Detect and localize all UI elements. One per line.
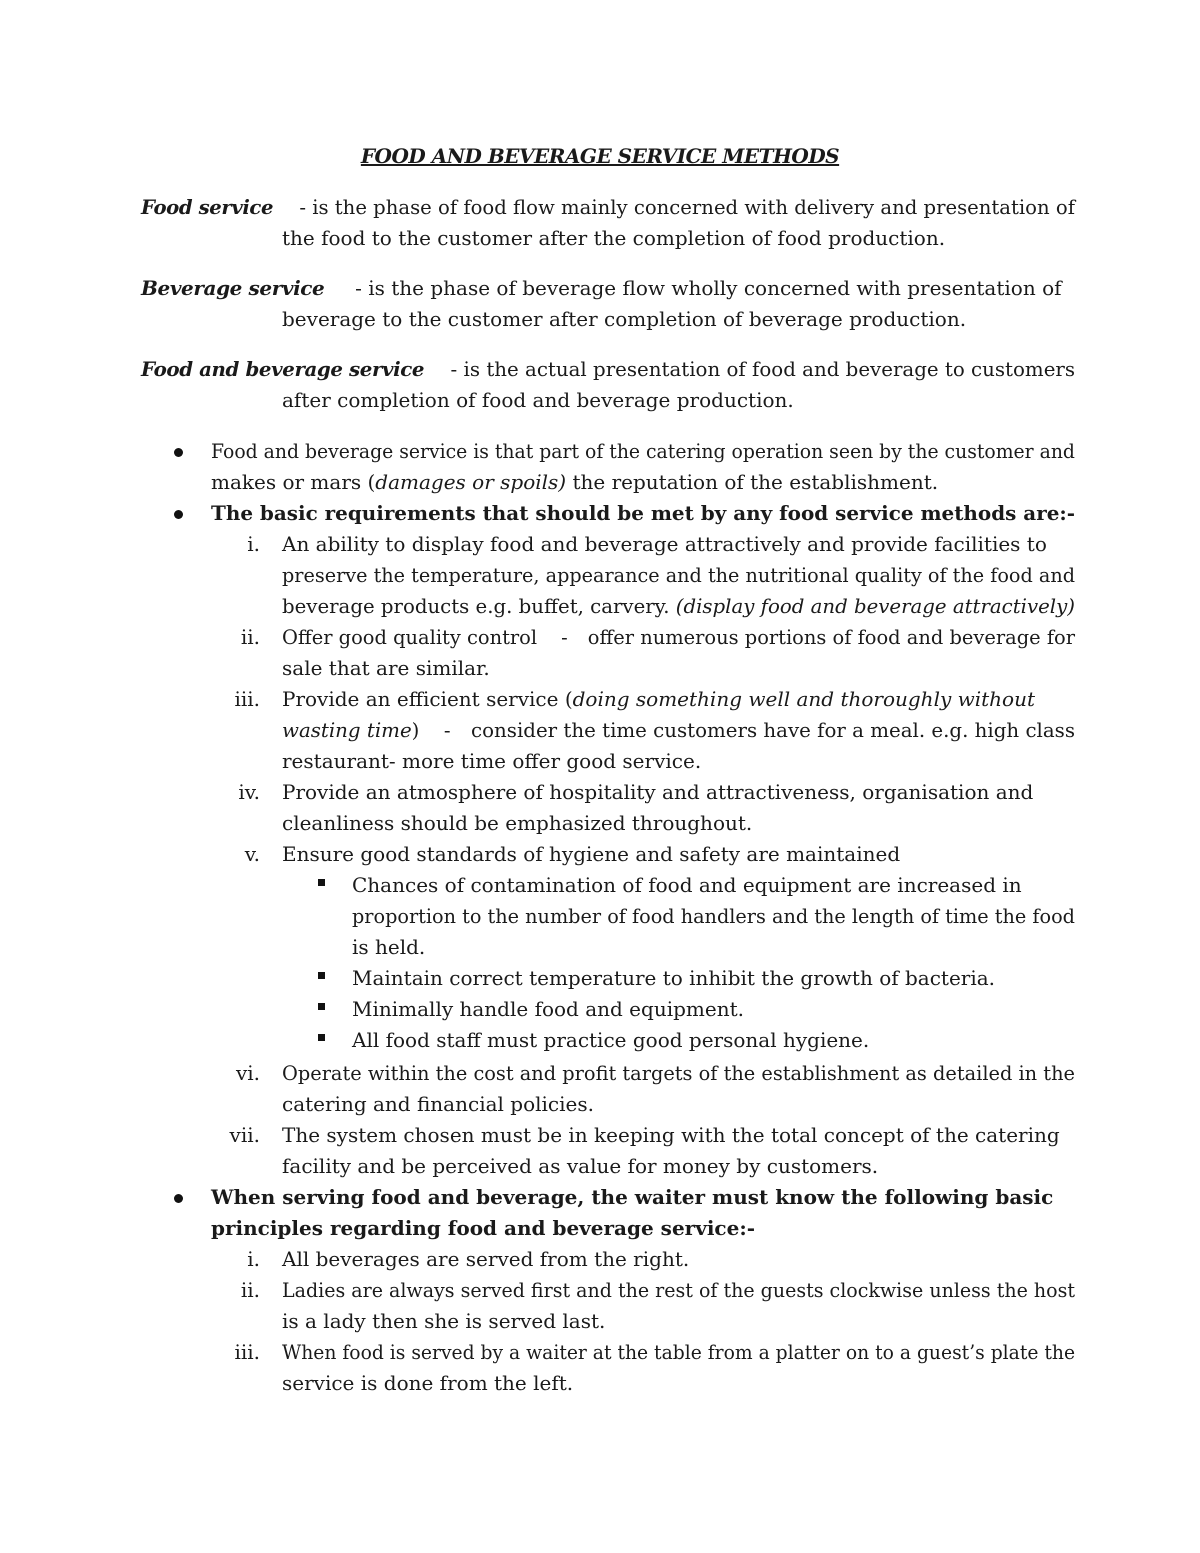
sub-item-text: Maintain correct temperature to inhibit the growth of bacteria. — [352, 966, 996, 990]
square-bullet-icon — [318, 972, 325, 979]
list-item-text: service is done from the left. — [282, 1371, 574, 1395]
text-run: ) — [411, 718, 420, 742]
list-number: iii. — [234, 687, 260, 711]
bullet-text: Food and beverage service is that part of the catering operation seen by the customer and — [211, 439, 1075, 463]
list-item-text: Ladies are always served first and the rest of the guests clockwise unless the host — [282, 1278, 1076, 1302]
definition-text-continued: beverage to the customer after completion of beverage production. — [282, 307, 967, 331]
square-bullet-icon — [318, 1003, 325, 1010]
definition-text: is the phase of food flow mainly concerned with delivery and presentation of — [312, 195, 1075, 219]
definition-separator: - — [355, 276, 362, 300]
list-item-text: Ensure good standards of hygiene and safety are maintained — [282, 842, 901, 866]
square-bullet-icon — [318, 1034, 325, 1041]
definition-term: Beverage service — [141, 276, 325, 300]
definition-beverage-service — [141, 273, 1062, 304]
separator: - — [561, 625, 568, 649]
list-item-text: sale that are similar. — [282, 656, 490, 680]
section-heading: The basic requirements that should be met by any food service methods are:- — [211, 501, 1076, 525]
sub-item-text: Minimally handle food and equipment. — [352, 997, 744, 1021]
definition-text: is the actual presentation of food and beverage to customers — [463, 357, 1076, 381]
sub-item-text: proportion to the number of food handlers and the length of time the food — [352, 904, 1075, 928]
bullet-icon — [174, 510, 183, 519]
page-title: FOOD AND BEVERAGE SERVICE METHODS — [360, 144, 840, 168]
separator: - — [443, 718, 451, 742]
italic-text: damages or spoils) — [375, 470, 567, 494]
list-item-text: catering and financial policies. — [282, 1092, 594, 1116]
list-number: iv. — [238, 780, 260, 804]
list-number: v. — [244, 842, 260, 866]
definition-text-continued: after completion of food and beverage production. — [282, 388, 794, 412]
definition-term: Food and beverage service — [141, 357, 425, 381]
list-item-text: preserve the temperature, appearance and the nutritional quality of the food and — [282, 563, 1076, 587]
list-item-text: The system chosen must be in keeping with the total concept of the catering — [282, 1123, 1060, 1147]
list-item-text: restaurant- more time offer good service. — [282, 749, 702, 773]
list-item-text: is a lady then she is served last. — [282, 1309, 606, 1333]
text-run: makes or mars ( — [211, 470, 376, 494]
text-run: Provide an efficient service ( — [282, 687, 573, 711]
list-number: i. — [247, 532, 260, 556]
list-number: vii. — [229, 1123, 260, 1147]
italic-text: (display food and beverage attractively) — [675, 594, 1075, 618]
list-number: ii. — [240, 1278, 260, 1302]
section-heading: When serving food and beverage, the waiter must know the following basic — [211, 1185, 1054, 1209]
list-item-text — [282, 684, 1035, 715]
list-item-text: facility and be perceived as value for money by customers. — [282, 1154, 879, 1178]
list-number: ii. — [240, 625, 260, 649]
list-item-text: An ability to display food and beverage attractively and provide facilities to — [282, 532, 1047, 556]
section-heading-continued: principles regarding food and beverage service:- — [211, 1216, 756, 1240]
sub-item-text: Chances of contamination of food and equipment are increased in — [352, 873, 1022, 897]
list-item-text: Operate within the cost and profit targets of the establishment as detailed in the — [282, 1061, 1075, 1085]
definition-separator: - — [299, 195, 306, 219]
list-item-text — [282, 622, 1075, 653]
text-run: Offer good quality control — [282, 625, 538, 649]
list-item-text: When food is served by a waiter at the table from a platter on to a guest’s plate the — [282, 1340, 1076, 1364]
list-item-text: All beverages are served from the right. — [282, 1247, 690, 1271]
definition-text: is the phase of beverage flow wholly concerned with presentation of — [368, 276, 1062, 300]
bullet-text-continued — [211, 467, 938, 498]
list-number: i. — [247, 1247, 260, 1271]
text-run: offer numerous portions of food and beverage for — [587, 625, 1075, 649]
list-item-text: Provide an atmosphere of hospitality and attractiveness, organisation and — [282, 780, 1034, 804]
text-run: the reputation of the establishment. — [566, 470, 939, 494]
text-run: beverage products e.g. buffet, carvery. — [282, 594, 676, 618]
definition-food-and-beverage-service — [141, 354, 1075, 385]
list-number: vi. — [235, 1061, 260, 1085]
bullet-icon — [174, 1194, 183, 1203]
square-bullet-icon — [318, 879, 325, 886]
bullet-icon — [174, 448, 183, 457]
sub-item-text: is held. — [352, 935, 426, 959]
list-item-text: cleanliness should be emphasized throughout. — [282, 811, 753, 835]
definition-text-continued: the food to the customer after the completion of food production. — [282, 226, 946, 250]
text-run: consider the time customers have for a meal. e.g. high class — [471, 718, 1076, 742]
italic-text: doing something well and thoroughly without — [572, 687, 1036, 711]
list-number: iii. — [234, 1340, 260, 1364]
list-item-text — [282, 591, 1075, 622]
list-item-text — [282, 715, 1075, 746]
italic-text: wasting time — [282, 718, 412, 742]
definition-term: Food service — [141, 195, 274, 219]
sub-item-text: All food staff must practice good personal hygiene. — [352, 1028, 870, 1052]
definition-separator: - — [450, 357, 458, 381]
definition-food-service — [141, 192, 1075, 223]
